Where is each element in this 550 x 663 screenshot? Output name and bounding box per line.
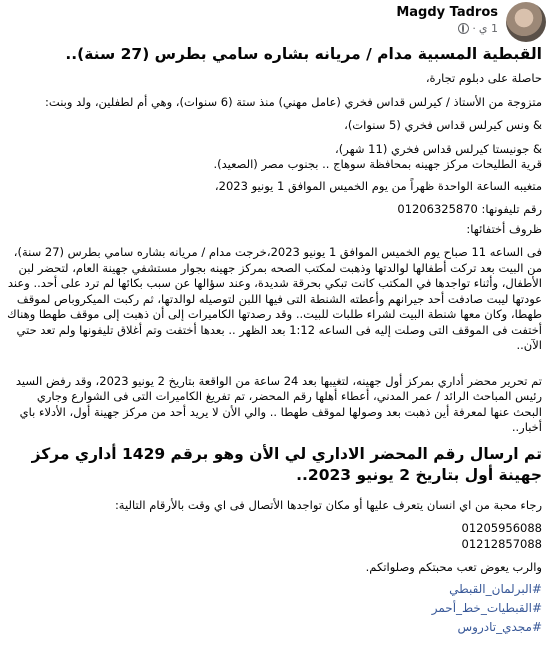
post-line: متزوجة من الأستاذ / كيرلس قداس فخري (عامل مهني) منذ ستة (6 سنوات)، وهي أم لطفلين، ولد وبنت: <box>45 94 542 109</box>
post-time[interactable]: 1 ي <box>478 22 498 35</box>
post-header <box>0 0 550 42</box>
closing-text: والرب يعوض تعب محبتكم وصلواتكم. <box>365 560 542 574</box>
post-line: حاصلة على دبلوم تجارة، <box>425 71 542 85</box>
post-body <box>6 44 542 637</box>
report-number-text: تم ارسال رقم المحضر الاداري لي الأن وهو برقم 1429 أداري مركز جهينة أول بتاريخ 2 يونيو 2023.. <box>31 444 542 484</box>
avatar[interactable] <box>506 2 546 42</box>
post-line: قرية الطليحات مركز جهينه بمحافظة سوهاج .. بجنوب مصر (الصعيد). <box>213 157 542 171</box>
meta-separator: · <box>472 22 476 35</box>
hashtag-link[interactable]: #مجدي_تادروس <box>457 619 542 634</box>
post-title: القبطية المسبية مدام / مريانه بشاره سامي بطرس (27 سنة).. <box>65 45 542 63</box>
globe-icon <box>458 23 469 34</box>
post-line: متغيبه الساعة الواحدة ظهراً من يوم الخميس الموافق 1 يونيو 2023، <box>214 178 542 193</box>
contact-phone: 01212857088 <box>461 536 542 551</box>
circumstances-text: فى الساعه 11 صباح يوم الخميس الموافق 1 يونيو 2023،خرجت مدام / مريانه بشاره سامي بطرس (27 سنة)، من البيت بعد تركت أطفالها لوالدتها وذهبت لمكتب الصحه بمركز جهينه بجوار مستشفي جهينة العام، لتحضر لبن الأطفال، وأثناء تواجدها في المكتب كانت تبكي بحرقة شديدة، وعند سؤالها عن سبب بكائها لم ترد على أحد.. وعند عودتها ليبت صادفت أحد جيرانهم وأعطته الشنطة التى فيها اللبن لتوصيله لوالدتها، ثم ركبت الميكروباص لموقف طهطا، وكان معها شنطة البيت لشراء طلبات للبيت.. وقد رصدتها الكاميرات إلى أن ذهبت إلى موقف طهطا وهناك أختفت فى الموقف التى وصلت إليه فى الساعه 1:12 بعد الظهر .. بعدها أختفت وتم أغلاق تليفونها ولم تعد حتي الآن.. <box>7 245 542 352</box>
phone-line <box>6 202 542 218</box>
hashtag-link[interactable]: #البرلمان_القبطي <box>449 581 542 596</box>
post-line: & ونس كيرلس قداس فخري (5 سنوات)، <box>344 118 542 132</box>
circumstances-heading: ظروف أختفائها: <box>466 221 542 236</box>
post-line: & جونيستا كيرلس قداس فخري (11 شهر)، <box>335 141 542 156</box>
report-text: تم تحرير محضر أداري بمركز أول جهينه، لتغيبها بعد 24 ساعة من الواقعة بتاريخ 2 يونيو 2023، وقد رفض السيد رئيس المباحث الرائد / عمر المدني، أعطاء أهلها رقم المحضر، تم تفريغ الكاميرات التى فى الشوارع وجاري البحث عنها لمعرفة أين ذهبت بعد وصولها لموقف طهطا .. والي الأن لا يريد أحد من مركز جهينة أول، الأدلاء باي أخبار.. <box>15 373 542 434</box>
post-meta <box>458 22 498 35</box>
hashtag-link[interactable]: #القبطيات_خط_أحمر <box>431 600 542 615</box>
phone-label: رقم تليفونها: <box>481 202 542 216</box>
request-text: رجاء محبة من اي انسان يتعرف عليها أو مكان تواجدها الأتصال فى اي وقت بالأرقام التالية: <box>114 497 542 512</box>
contact-phone: 01205956088 <box>461 521 542 535</box>
phone-number: 01206325870 <box>397 202 478 216</box>
author-name[interactable]: Magdy Tadros <box>396 5 498 20</box>
